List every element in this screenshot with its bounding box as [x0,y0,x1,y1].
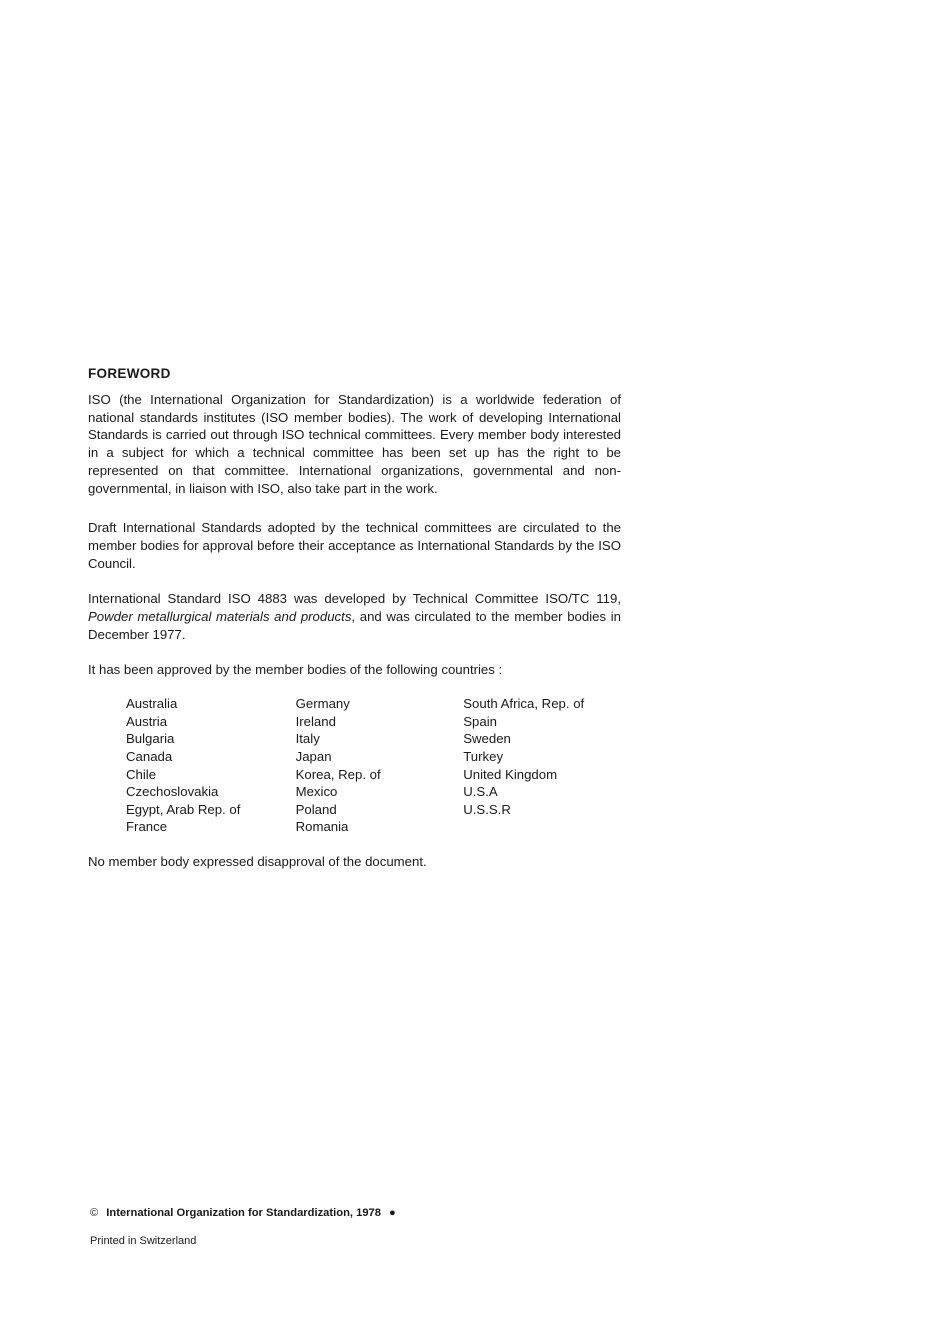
country-item: Japan [295,748,332,764]
bullet-icon: ● [389,1207,396,1219]
committee-title: Powder metallurgical materials and products [88,609,352,625]
country-item: Romania [295,819,349,835]
country-list [126,695,621,836]
country-item: Czechoslovakia [126,784,219,800]
country-item: Sweden [463,731,511,747]
copyright-line [90,1207,396,1219]
paragraph-iso-4883 [88,590,621,643]
country-column-2 [296,695,464,836]
paragraph-iso-intro: ISO (the International Organization for Standardization) is a worldwide federation of national standards institutes (ISO member bodies). The work of developing International Standards is carried out through ISO technical committees. Every member body interested in a subject for which a technical committee has been set up has the right to be represented on that committee. International organizations, governmental and non-governmental, in liaison with ISO, also take part in the work. [88,392,621,496]
country-item: Ireland [295,713,336,729]
country-item: United Kingdom [463,766,558,782]
country-column-1 [126,695,296,836]
country-item: U.S.S.R [463,801,511,817]
country-item: Canada [126,748,173,764]
country-item: France [126,819,168,835]
disapproval-note: No member body expressed disapproval of the document. [88,853,427,869]
country-item: Poland [295,801,337,817]
country-item: Italy [295,731,320,747]
country-item: Korea, Rep. of [295,766,381,782]
country-item: Spain [463,713,497,729]
country-item: South Africa, Rep. of [463,696,585,712]
footer [90,1207,396,1247]
section-heading: FOREWORD [88,366,171,381]
country-item: Bulgaria [126,731,175,747]
country-item: Turkey [463,748,504,764]
copyright-symbol: © [90,1207,99,1219]
country-item: Germany [295,696,350,712]
copyright-text: International Organization for Standardization, 1978 [106,1207,382,1219]
country-item: Australia [126,696,178,712]
approval-intro: It has been approved by the member bodies of the following countries : [88,662,503,678]
printed-in: Printed in Switzerland [90,1235,197,1247]
country-item: Egypt, Arab Rep. of [126,801,241,817]
country-item: Chile [126,766,157,782]
country-item: Mexico [295,784,338,800]
country-item: Austria [126,713,168,729]
paragraph-iso-4883-part1: International Standard ISO 4883 was developed by Technical Committee ISO/TC 119, [88,591,621,607]
paragraph-iso-4883-part2: , and was circulated to the member bodies in December 1977. [88,609,621,642]
foreword-section [88,366,621,889]
paragraph-draft-standards: Draft International Standards adopted by the technical committees are circulated to the member bodies for approval before their acceptance as International Standards by the ISO Council. [88,520,621,571]
country-item: U.S.A [463,784,498,800]
country-column-3 [463,695,621,836]
